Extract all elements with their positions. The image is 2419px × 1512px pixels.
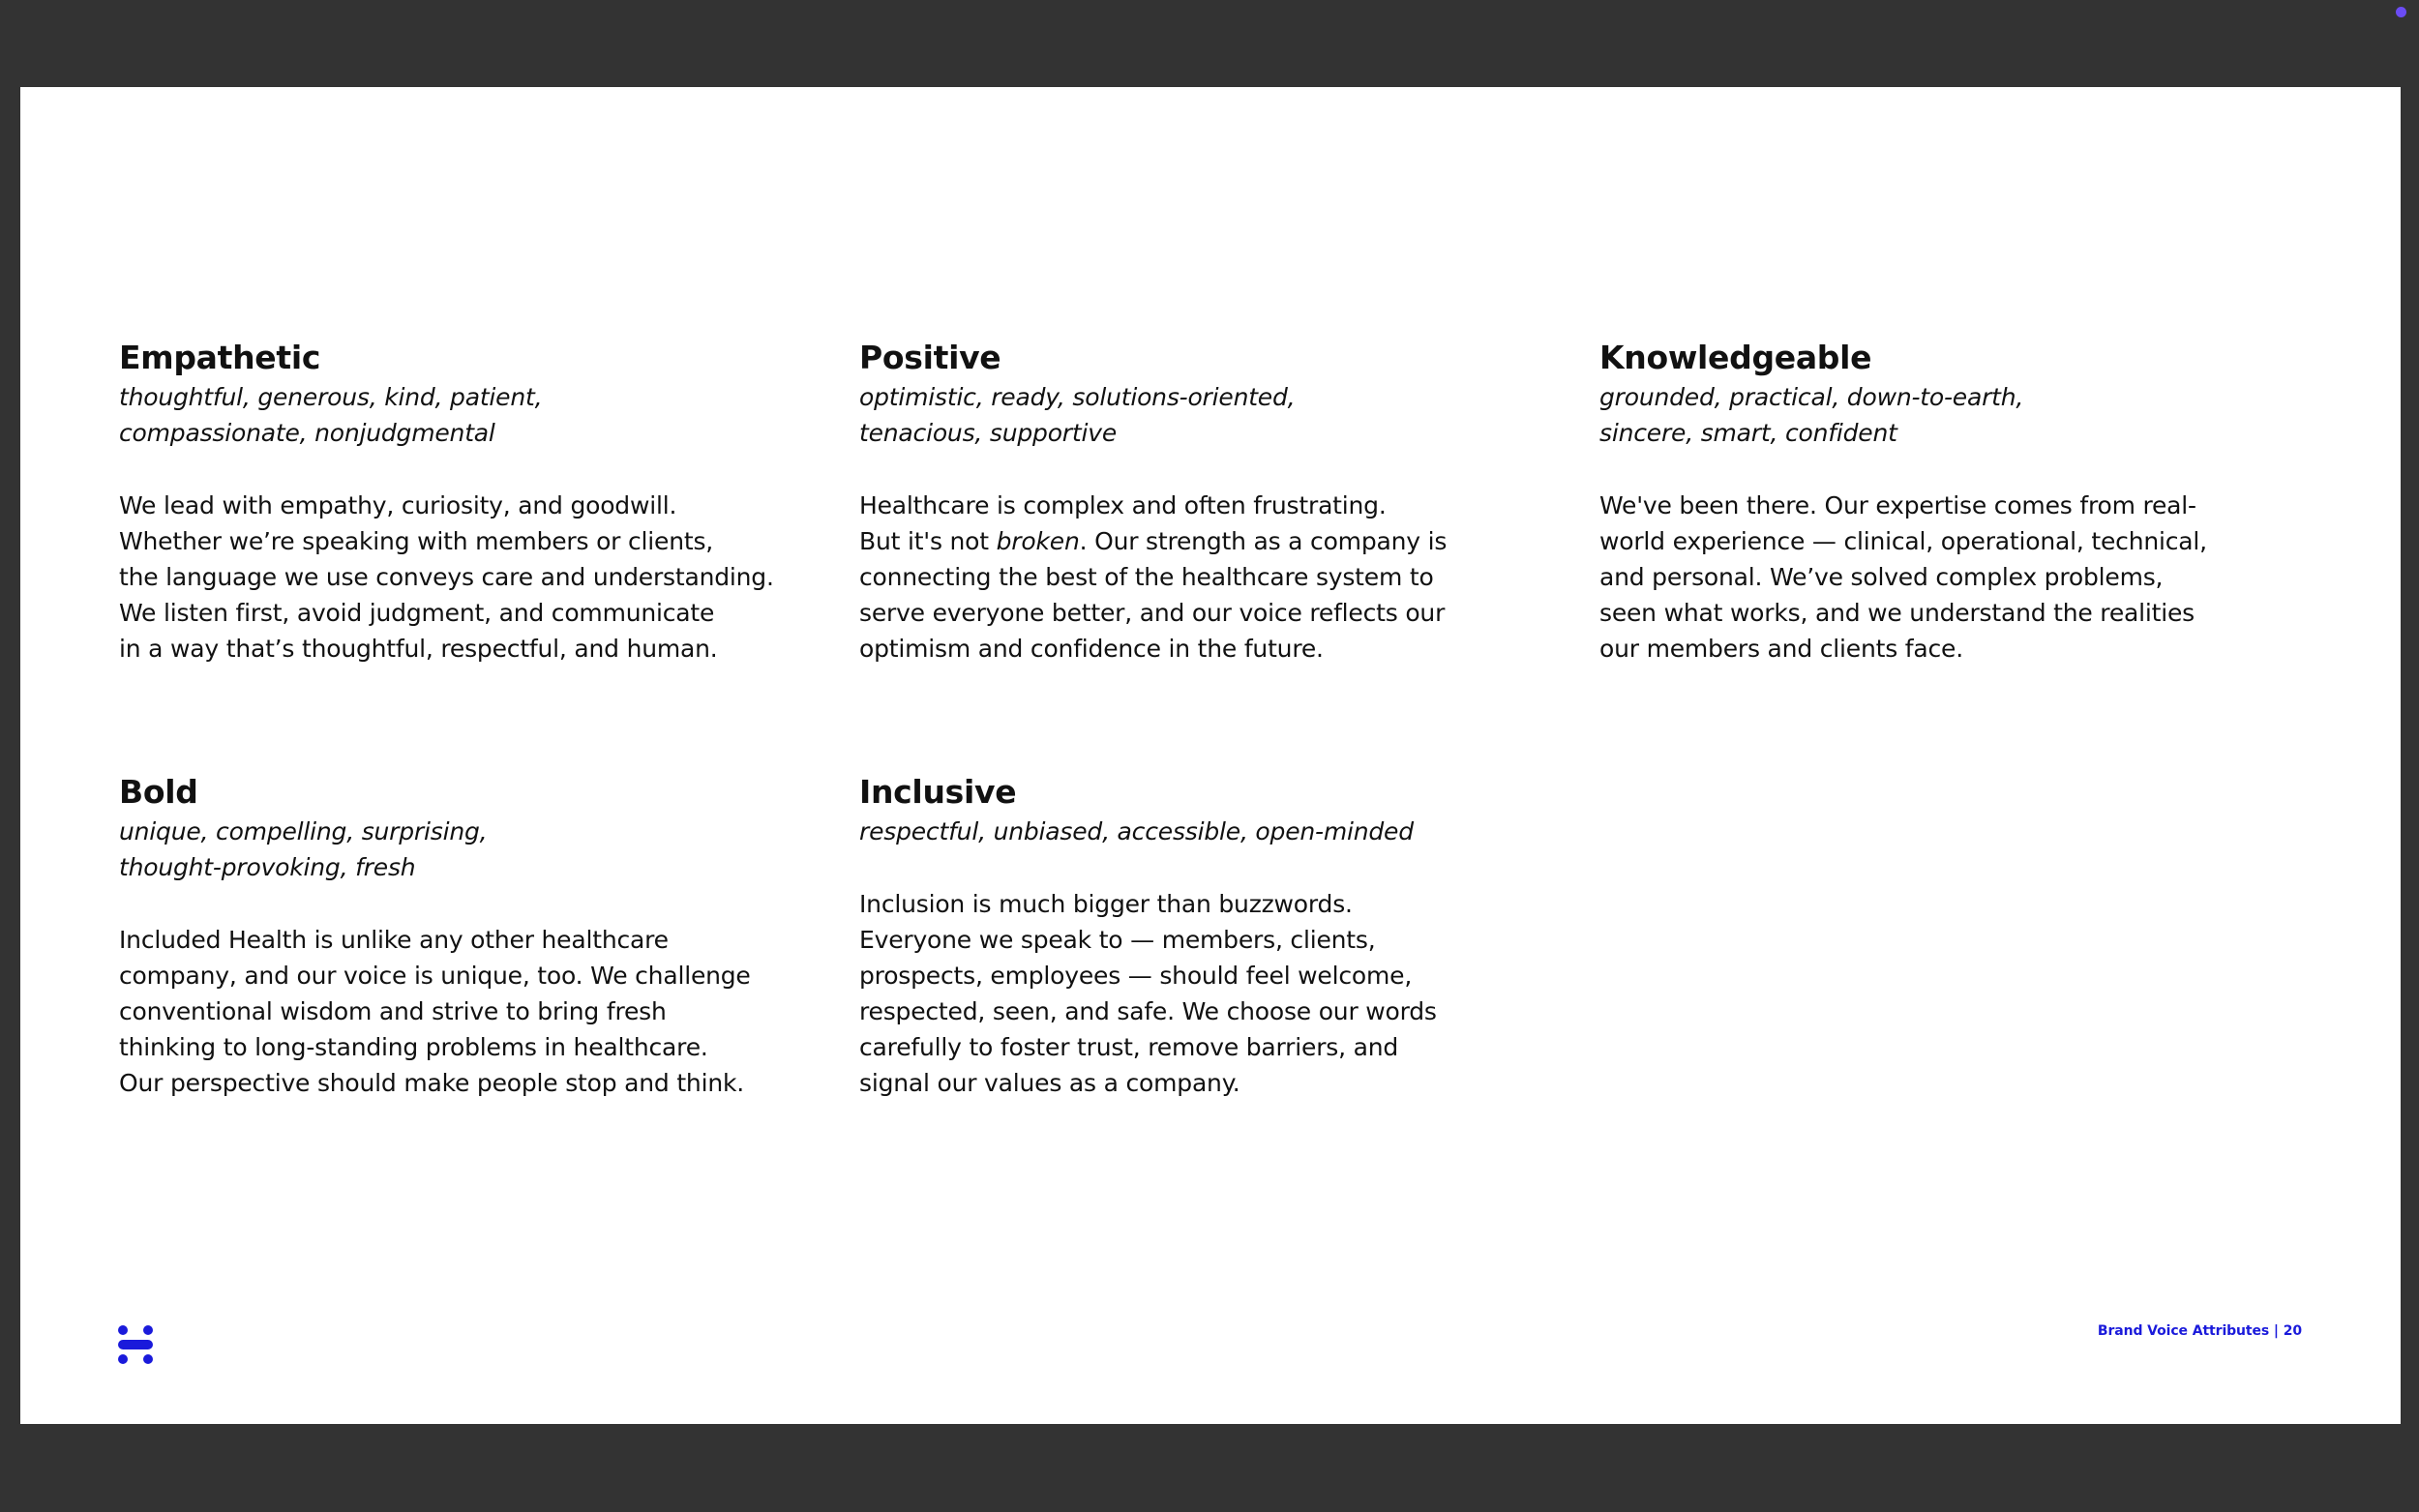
- description-line: Inclusion is much bigger than buzzwords.: [859, 890, 1353, 918]
- description-line: connecting the best of the healthcare system to: [859, 563, 1434, 591]
- emphasized-word: broken: [996, 527, 1080, 555]
- attribute-description: [859, 488, 1566, 667]
- attribute-title: Bold: [119, 773, 198, 811]
- attribute-description: [859, 886, 1566, 1101]
- description-line: Healthcare is complex and often frustrating.: [859, 491, 1387, 519]
- description-line: Our perspective should make people stop and think.: [119, 1069, 744, 1097]
- attribute-title: Empathetic: [119, 339, 321, 376]
- description-line: and personal. We’ve solved complex problems,: [1599, 563, 2164, 591]
- included-health-logo-icon: [118, 1325, 153, 1364]
- attribute-title: Positive: [859, 339, 1001, 376]
- description-line: signal our values as a company.: [859, 1069, 1240, 1097]
- description-line: conventional wisdom and strive to bring fresh: [119, 997, 667, 1025]
- description-line: in a way that’s thoughtful, respectful, and human.: [119, 635, 718, 663]
- description-line: carefully to foster trust, remove barriers, and: [859, 1033, 1399, 1061]
- description-line: Included Health is unlike any other healthcare: [119, 926, 669, 954]
- attribute-positive: [859, 337, 1566, 667]
- description-line: seen what works, and we understand the realities: [1599, 599, 2195, 627]
- attribute-knowledgeable: [1599, 337, 2306, 667]
- description-text: But it's not: [859, 527, 997, 555]
- slide-page: [20, 87, 2401, 1424]
- attribute-empathetic: [119, 337, 825, 667]
- description-line: prospects, employees — should feel welcome,: [859, 962, 1413, 990]
- description-line: [859, 523, 1566, 559]
- attribute-traits: respectful, unbiased, accessible, open-minded: [859, 817, 1414, 845]
- page-label: Brand Voice Attributes | 20: [2097, 1323, 2302, 1339]
- description-line: our members and clients face.: [1599, 635, 1963, 663]
- description-line: optimism and confidence in the future.: [859, 635, 1324, 663]
- status-indicator-dot: [2396, 7, 2406, 17]
- description-line: We've been there. Our expertise comes from real-: [1599, 491, 2196, 519]
- description-line: company, and our voice is unique, too. We challenge: [119, 962, 751, 990]
- description-line: the language we use conveys care and understanding.: [119, 563, 774, 591]
- description-text: . Our strength as a company is: [1079, 527, 1448, 555]
- description-line: Whether we’re speaking with members or clients,: [119, 527, 714, 555]
- description-line: We listen first, avoid judgment, and communicate: [119, 599, 715, 627]
- attribute-inclusive: [859, 771, 1566, 1101]
- attribute-traits: unique, compelling, surprising, thought-provoking, fresh: [119, 817, 488, 881]
- attribute-traits: thoughtful, generous, kind, patient, compassionate, nonjudgmental: [119, 383, 543, 447]
- description-line: world experience — clinical, operational, technical,: [1599, 527, 2207, 555]
- description-line: We lead with empathy, curiosity, and goodwill.: [119, 491, 677, 519]
- attribute-description: [119, 488, 825, 667]
- description-line: Everyone we speak to — members, clients,: [859, 926, 1376, 954]
- description-line: thinking to long-standing problems in healthcare.: [119, 1033, 708, 1061]
- description-line: serve everyone better, and our voice reflects our: [859, 599, 1446, 627]
- attribute-title: Inclusive: [859, 773, 1017, 811]
- attribute-description: [119, 922, 825, 1101]
- attribute-traits: optimistic, ready, solutions-oriented, tenacious, supportive: [859, 383, 1296, 447]
- attribute-title: Knowledgeable: [1599, 339, 1872, 376]
- attribute-bold: [119, 771, 825, 1101]
- attribute-description: [1599, 488, 2306, 667]
- attribute-traits: grounded, practical, down-to-earth, sincere, smart, confident: [1599, 383, 2024, 447]
- description-line: respected, seen, and safe. We choose our words: [859, 997, 1437, 1025]
